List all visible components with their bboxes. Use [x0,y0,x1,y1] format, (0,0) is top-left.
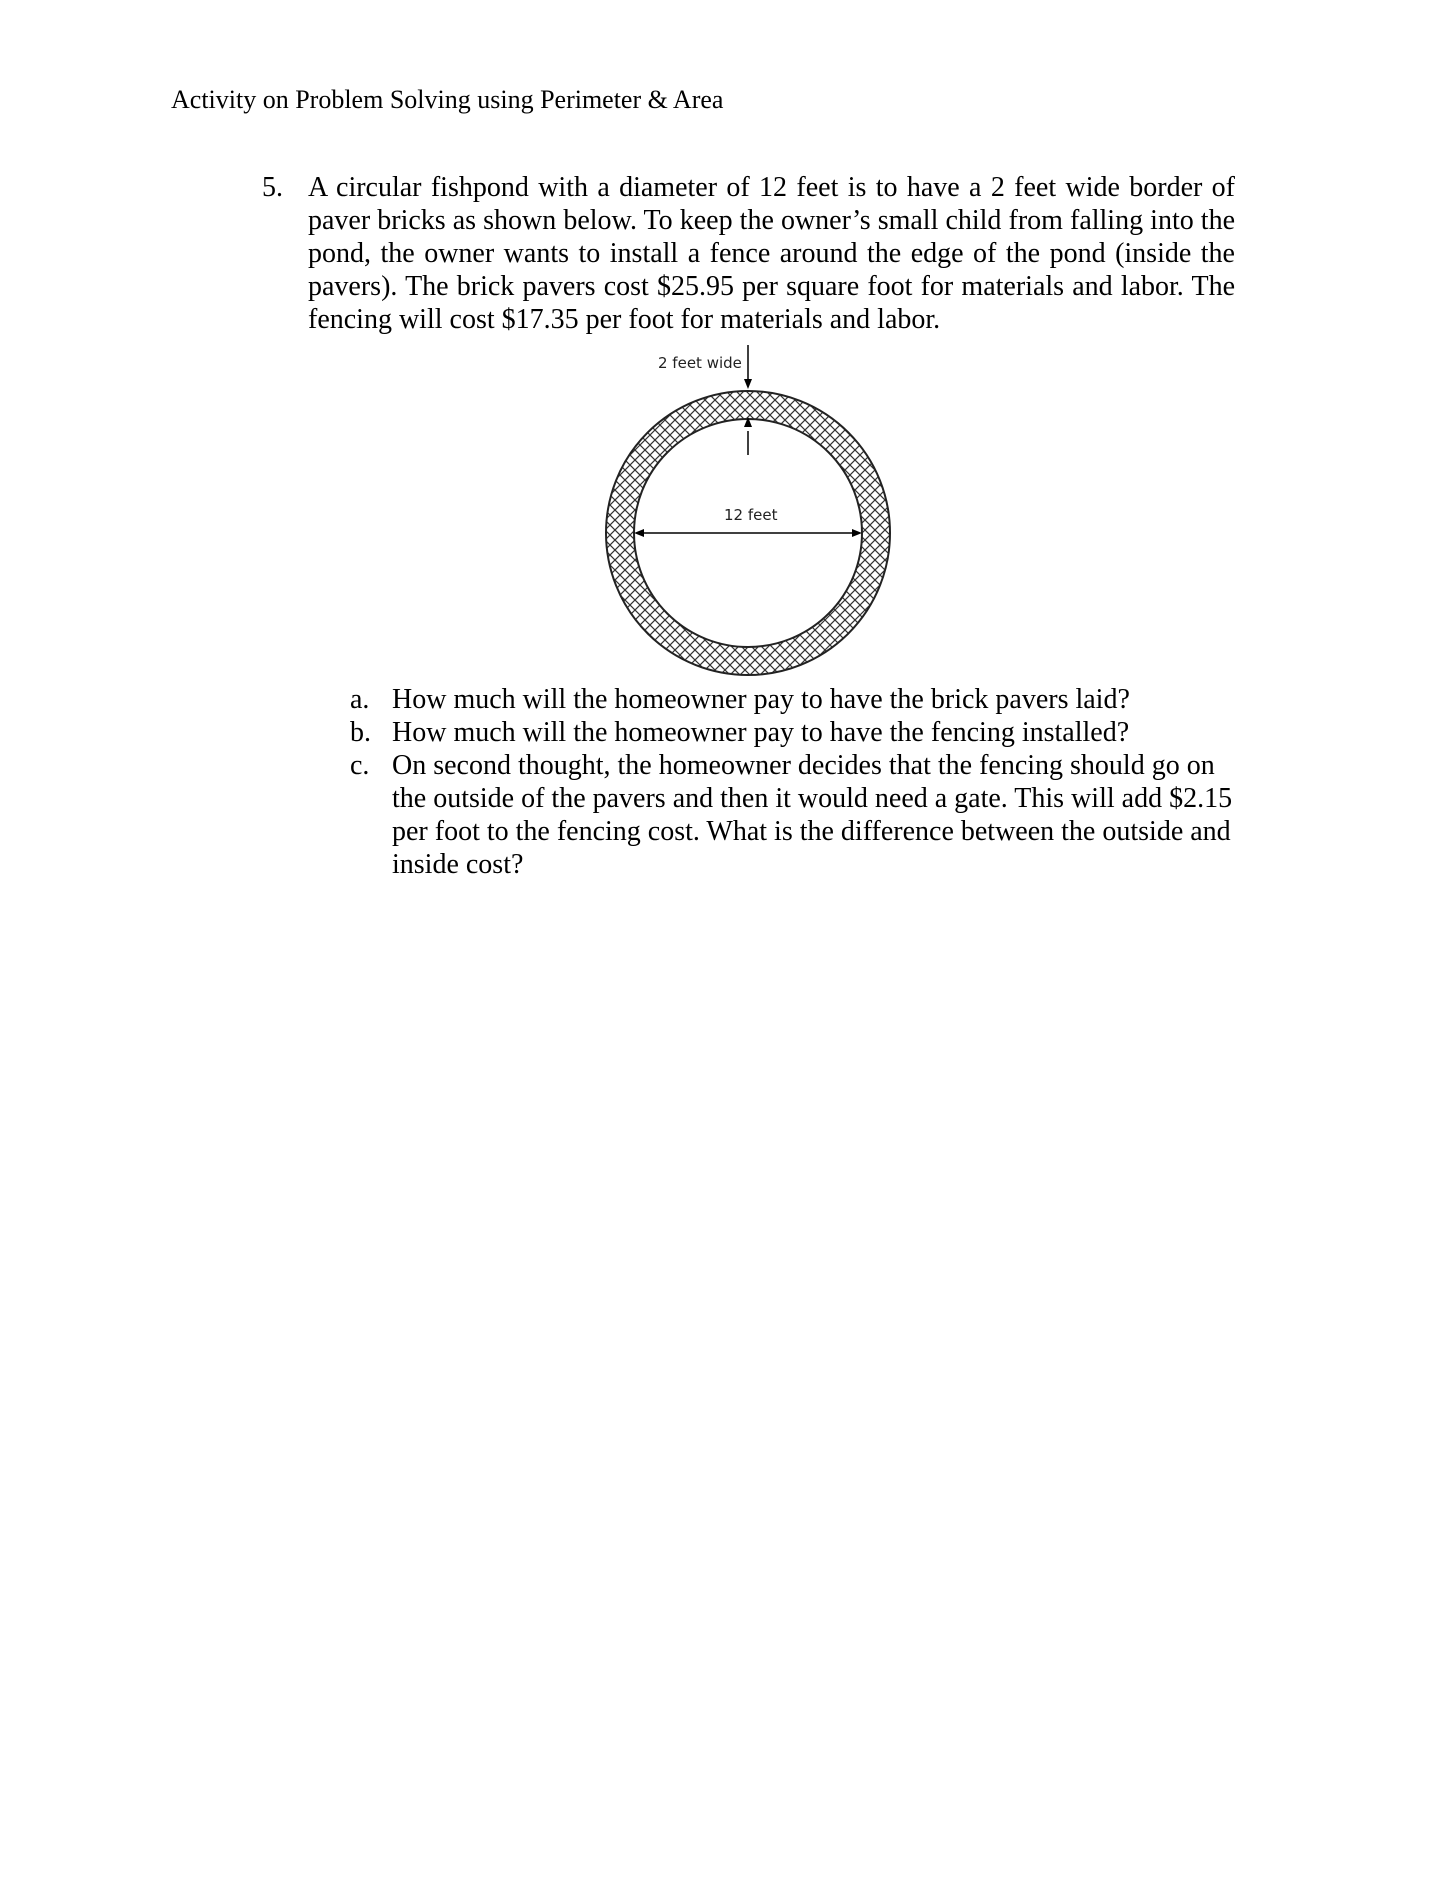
question-a [350,683,1240,716]
question-letter: c. [350,750,370,781]
page-header: Activity on Problem Solving using Perimeter & Area [171,85,724,114]
problem-number: 5. [262,172,283,203]
border-width-label: 2 feet wide [658,354,742,372]
border-arrowhead-top [744,379,752,389]
problem-text: A circular fishpond with a diameter of 12 feet is to have a 2 feet wide border of paver bricks as shown below. To keep the owner’s small child from falling into the pond, the owner wants to install a fence around the edge of the pond (inside the pavers). The brick pavers cost $25.95 per square foot for materials and labor. The fencing will cost $17.35 per foot for materials and labor. [308,172,1235,335]
question-text: How much will the homeowner pay to have the brick pavers laid? [392,684,1130,715]
question-letter: a. [350,684,370,715]
question-text: How much will the homeowner pay to have the fencing installed? [392,717,1130,748]
fishpond-svg [580,345,920,680]
question-c [350,749,1240,881]
question-text: On second thought, the homeowner decides that the fencing should go on the outside of the pavers and then it would need a gate. This will add $2.15 per foot to the fencing cost. What is the difference between the outside and inside cost? [392,750,1233,880]
question-letter: b. [350,717,371,748]
question-b [350,716,1240,749]
fishpond-diagram [580,345,920,680]
question-list [350,683,1240,881]
diameter-label: 12 feet [724,506,778,524]
